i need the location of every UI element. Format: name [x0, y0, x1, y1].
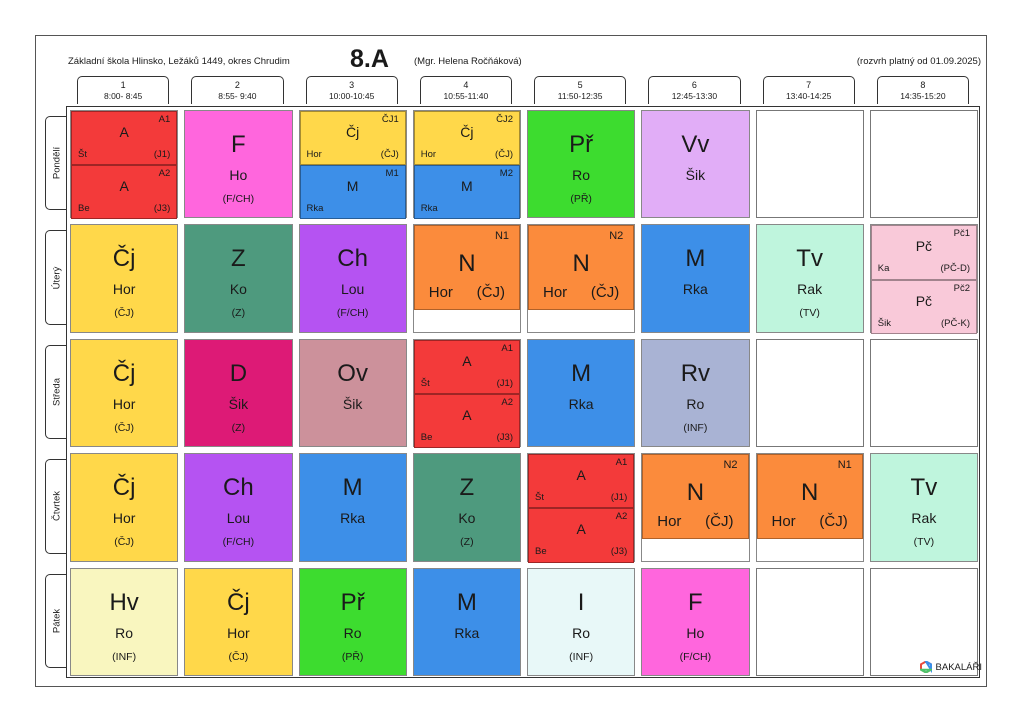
lesson-group: ČJ1	[381, 114, 399, 125]
lesson-teacher: Ro	[572, 624, 591, 641]
lesson-room: (ČJ)	[590, 284, 620, 302]
lesson-teacher: Ho	[686, 624, 705, 641]
lesson-room: (PČ-D)	[940, 263, 970, 275]
lesson-group: Pč1	[953, 228, 970, 240]
lesson-teacher: Rak	[911, 510, 937, 527]
lesson-subject: Z	[231, 245, 246, 273]
bakalari-logo	[920, 661, 982, 673]
lesson-room: (J3)	[496, 431, 513, 443]
lesson-teacher: Rka	[306, 203, 324, 215]
lesson-cell	[641, 568, 749, 676]
lesson-subject: N	[572, 250, 590, 278]
lesson-subject: D	[229, 359, 248, 387]
day-name: Pátek	[51, 608, 62, 633]
lesson-teacher: Šik	[342, 395, 363, 412]
lesson-subject: Ch	[337, 245, 368, 273]
period-header	[534, 76, 626, 104]
lesson-room: (INF)	[569, 650, 594, 663]
period-number: 8	[920, 80, 926, 90]
lesson-room: (ČJ)	[380, 149, 399, 160]
lesson-subject: Rv	[680, 359, 711, 387]
lesson-teacher: Hor	[543, 284, 568, 302]
lesson-room: (ČJ)	[705, 513, 734, 531]
lesson-subject: Tv	[796, 245, 823, 273]
lesson-cell	[413, 339, 521, 447]
lesson-subject: Čj	[460, 124, 474, 140]
lesson-teacher: Ka	[877, 263, 890, 275]
lesson-subject: Pč	[915, 292, 933, 309]
lesson-room: (PČ-K)	[940, 317, 970, 329]
lesson-half-top	[528, 454, 634, 508]
lesson-half-top	[414, 340, 520, 394]
lesson-cell	[641, 339, 749, 447]
period-header	[306, 76, 398, 104]
lesson-room: (Z)	[231, 421, 246, 434]
lesson-teacher: Rka	[340, 510, 366, 527]
lesson-half-bottom	[414, 394, 520, 448]
lesson-teacher: Hor	[428, 284, 453, 302]
lesson-subject: M	[685, 245, 706, 273]
lesson-room: (PŘ)	[570, 193, 592, 205]
lesson-subject: M	[346, 178, 359, 195]
lesson-room: (ČJ)	[114, 536, 135, 549]
lesson-teacher: Ko	[229, 281, 247, 298]
period-time: 11:50-12:35	[557, 91, 603, 101]
lesson-subject: Čj	[346, 124, 360, 140]
class-teacher: (Mgr. Helena Ročňáková)	[414, 56, 522, 67]
lesson-group: N2	[723, 459, 738, 472]
period-header	[877, 76, 969, 104]
period-time: 10:00-10:45	[328, 91, 375, 101]
lesson-teacher: Be	[78, 203, 90, 215]
lesson-subject: A	[119, 124, 129, 140]
lesson-subject: N	[800, 479, 819, 507]
lesson-subject: Čj	[112, 245, 136, 273]
day-name: Středa	[51, 377, 62, 406]
lesson-teacher: Ro	[343, 624, 362, 641]
lesson-cell	[70, 110, 178, 218]
lesson-group: N1	[494, 230, 509, 243]
lesson-subject: Př	[569, 131, 594, 158]
lesson-cell	[299, 339, 407, 447]
lesson-teacher: Be	[420, 431, 433, 443]
period-time: 14:35-15:20	[900, 91, 946, 101]
lesson-subject: Z	[459, 474, 475, 502]
lesson-subject: M	[342, 474, 363, 502]
lesson-cell	[641, 453, 749, 561]
lesson-group: Pč2	[953, 282, 970, 294]
lesson-teacher: Št	[420, 377, 430, 389]
lesson-room: (ČJ)	[114, 421, 135, 434]
lesson-room: (TV)	[913, 536, 935, 549]
lesson-subject: M	[456, 588, 477, 616]
day-name: Úterý	[51, 266, 62, 289]
lesson-subject: Ov	[337, 359, 368, 387]
lesson-room: (ČJ)	[228, 650, 249, 663]
lesson-room: (INF)	[112, 650, 137, 663]
lesson-cell	[641, 224, 749, 332]
lesson-room: (TV)	[799, 307, 820, 320]
lesson-group: N2	[609, 230, 624, 243]
lesson-subject: A	[119, 178, 129, 195]
lesson-group: M2	[499, 168, 513, 180]
lesson-cell	[413, 568, 521, 676]
lesson-cell	[184, 110, 292, 218]
lesson-teacher: Ro	[572, 167, 591, 183]
lesson-subject: Pč	[915, 238, 933, 255]
class-name: 8.A	[350, 45, 389, 73]
lesson-cell	[756, 224, 864, 332]
lesson-teacher: Ko	[458, 510, 476, 527]
lesson-group: A2	[615, 511, 628, 523]
lesson-teacher: Št	[535, 492, 544, 504]
lesson-group: N1	[837, 459, 852, 472]
lesson-teacher: Šik	[685, 167, 706, 183]
lesson-teacher: Rka	[454, 624, 480, 641]
bakalari-logo-icon	[920, 661, 932, 673]
lesson-half-top	[71, 111, 177, 165]
lesson-subject: F	[688, 588, 703, 616]
lesson-room: (ČJ)	[476, 284, 505, 302]
period-number: 1	[120, 80, 126, 90]
lesson-teacher: Rka	[420, 203, 438, 215]
period-header	[77, 76, 169, 104]
lesson-block	[528, 225, 634, 310]
lesson-teacher: Be	[535, 546, 547, 558]
lesson-cell	[527, 453, 635, 561]
lesson-cell	[70, 339, 178, 447]
day-name: Čtvrtek	[51, 491, 62, 522]
lesson-room: (F/CH)	[336, 307, 369, 320]
lesson-cell	[527, 110, 635, 218]
lesson-group: A1	[501, 342, 513, 354]
lesson-teacher: Lou	[340, 281, 365, 298]
lesson-half-bottom	[414, 165, 520, 219]
lesson-half-bottom	[300, 165, 406, 219]
lesson-block	[414, 225, 520, 310]
lesson-teacher: Hor	[771, 513, 796, 531]
period-number: 3	[349, 80, 355, 90]
lesson-subject: M	[571, 359, 592, 387]
lesson-subject: Čj	[227, 588, 250, 616]
lesson-cell	[413, 110, 521, 218]
lesson-cell	[870, 568, 978, 676]
lesson-subject: Vv	[681, 131, 710, 158]
lesson-room: (Z)	[460, 536, 474, 549]
lesson-room: (ČJ)	[114, 307, 135, 320]
period-number: 5	[577, 80, 583, 90]
timetable-grid	[66, 106, 980, 678]
lesson-cell	[413, 224, 521, 332]
lesson-group: A1	[615, 457, 628, 469]
day-label-0	[45, 116, 67, 210]
lesson-half-bottom	[528, 508, 634, 562]
lesson-teacher: Hor	[227, 624, 250, 641]
lesson-teacher: Hor	[420, 149, 437, 160]
lesson-teacher: Hor	[112, 395, 136, 412]
lesson-teacher: Ro	[115, 624, 134, 641]
lesson-room: (J3)	[610, 546, 628, 558]
lesson-group: A2	[158, 168, 171, 180]
lesson-teacher: Rak	[797, 281, 823, 298]
lesson-cell	[756, 453, 864, 561]
lesson-subject: M	[461, 178, 473, 195]
lesson-group: M1	[385, 168, 399, 180]
lesson-room: (F/CH)	[679, 650, 712, 663]
lesson-half-top	[871, 225, 977, 279]
lesson-subject: A	[576, 521, 586, 538]
day-label-1	[45, 230, 67, 324]
lesson-block	[642, 454, 748, 539]
lesson-cell	[184, 568, 292, 676]
lesson-teacher: Šik	[877, 317, 891, 329]
lesson-subject: Př	[340, 588, 365, 616]
lesson-room: (Z)	[231, 307, 246, 320]
lesson-teacher: Šik	[228, 395, 249, 412]
lesson-cell	[70, 568, 178, 676]
lesson-cell	[756, 568, 864, 676]
period-number: 7	[806, 80, 812, 90]
lesson-cell	[527, 224, 635, 332]
day-label-2	[45, 345, 67, 439]
lesson-room: (J1)	[153, 149, 171, 160]
lesson-subject: I	[577, 588, 585, 616]
lesson-cell	[70, 224, 178, 332]
lesson-subject: Ch	[223, 474, 254, 502]
lesson-half-top	[414, 111, 520, 165]
lesson-subject: N	[686, 479, 705, 507]
lesson-room: (ČJ)	[819, 513, 848, 531]
lesson-cell	[299, 224, 407, 332]
period-number: 6	[691, 80, 697, 90]
lesson-room: (ČJ)	[495, 149, 513, 160]
lesson-group: A2	[501, 396, 513, 408]
period-time: 12:45-13:30	[671, 91, 718, 101]
lesson-teacher: Rka	[568, 395, 594, 412]
school-name: Základní škola Hlinsko, Ležáků 1449, okres Chrudim	[68, 56, 290, 67]
lesson-subject: Čj	[112, 474, 136, 502]
lesson-room: (F/CH)	[222, 536, 255, 549]
period-header	[763, 76, 855, 104]
lesson-cell	[184, 339, 292, 447]
lesson-cell	[870, 453, 978, 561]
lesson-cell	[870, 110, 978, 218]
lesson-half-top	[300, 111, 406, 165]
lesson-cell	[870, 224, 978, 332]
lesson-teacher: Lou	[226, 510, 251, 527]
lesson-block	[757, 454, 863, 539]
lesson-cell	[299, 453, 407, 561]
lesson-room: (PŘ)	[341, 650, 364, 663]
day-name: Pondělí	[51, 147, 62, 180]
lesson-subject: A	[462, 352, 472, 369]
lesson-subject: A	[462, 406, 472, 423]
lesson-cell	[527, 339, 635, 447]
period-number: 2	[234, 80, 240, 90]
period-time: 8:55- 9:40	[218, 91, 257, 101]
lesson-subject: N	[458, 250, 476, 278]
day-label-4	[45, 574, 67, 668]
period-header	[191, 76, 283, 104]
lesson-cell	[413, 453, 521, 561]
lesson-subject: A	[576, 467, 586, 484]
lesson-room: (J1)	[496, 377, 513, 389]
lesson-half-bottom	[71, 165, 177, 219]
logo-label: BAKALÁŘI	[935, 661, 982, 673]
lesson-room: (INF)	[683, 421, 708, 434]
lesson-subject: F	[231, 131, 246, 158]
lesson-group: A1	[158, 114, 171, 125]
lesson-cell	[527, 568, 635, 676]
lesson-teacher: Rka	[682, 281, 708, 298]
lesson-teacher: Hor	[112, 281, 136, 298]
lesson-room: (F/CH)	[222, 193, 255, 205]
period-header	[420, 76, 512, 104]
lesson-cell	[870, 339, 978, 447]
lesson-room: (J3)	[153, 203, 171, 215]
lesson-teacher: Ho	[229, 167, 248, 183]
period-number: 4	[463, 80, 469, 90]
lesson-cell	[641, 110, 749, 218]
lesson-cell	[299, 568, 407, 676]
lesson-cell	[756, 110, 864, 218]
lesson-subject: Hv	[109, 588, 139, 616]
lesson-half-bottom	[871, 280, 977, 334]
lesson-cell	[70, 453, 178, 561]
lesson-subject: Tv	[910, 474, 938, 502]
lesson-teacher: Hor	[657, 513, 682, 531]
period-header	[648, 76, 740, 104]
day-label-3	[45, 459, 67, 553]
valid-from: (rozvrh platný od 01.09.2025)	[856, 56, 981, 67]
lesson-room: (J1)	[610, 492, 628, 504]
lesson-group: ČJ2	[496, 114, 513, 125]
lesson-cell	[184, 453, 292, 561]
lesson-teacher: Hor	[306, 149, 322, 160]
lesson-cell	[299, 110, 407, 218]
period-time: 8:00- 8:45	[103, 91, 143, 101]
lesson-teacher: Ro	[686, 395, 705, 412]
lesson-teacher: Št	[78, 149, 87, 160]
lesson-teacher: Hor	[112, 510, 136, 527]
period-time: 10:55-11:40	[443, 91, 489, 101]
lesson-subject: Čj	[112, 359, 136, 387]
period-time: 13:40-14:25	[785, 91, 832, 101]
lesson-cell	[184, 224, 292, 332]
lesson-cell	[756, 339, 864, 447]
